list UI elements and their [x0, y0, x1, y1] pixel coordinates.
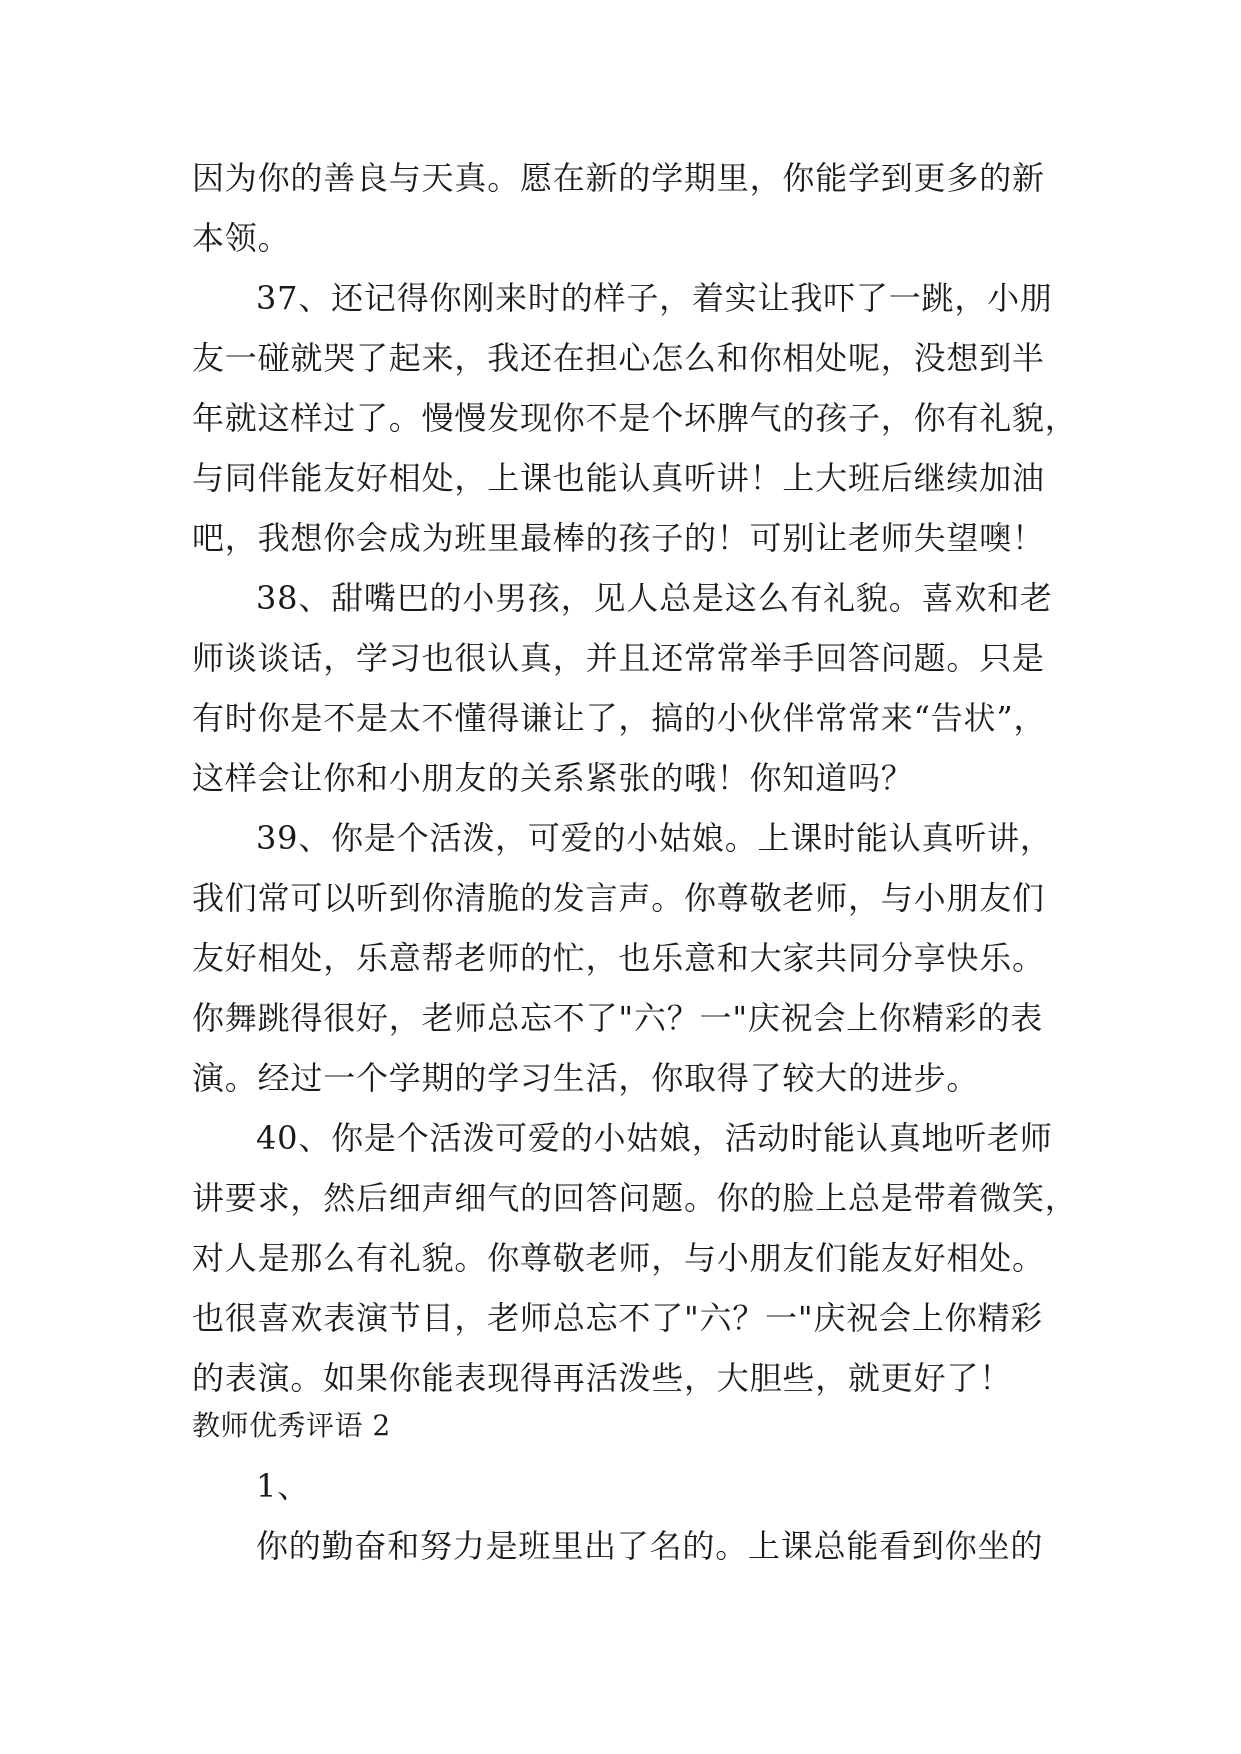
text-line: 我们常可以听到你清脆的发言声。你尊敬老师，与小朋友们 [192, 879, 1045, 917]
paragraph-37 [192, 278, 1078, 558]
text-line: 你的勤奋和努力是班里出了名的。上课总能看到你坐的 [256, 1527, 1044, 1565]
section-heading: 教师优秀评语 2 [192, 1409, 391, 1442]
document-body [192, 158, 1078, 1566]
text-line: 友一碰就哭了起来，我还在担心怎么和你相处呢，没想到半 [192, 339, 1045, 377]
text-line: 40、你是个活泼可爱的小姑娘，活动时能认真地听老师 [256, 1119, 1053, 1157]
text-line: 年就这样过了。慢慢发现你不是个坏脾气的孩子，你有礼貌， [192, 399, 1078, 437]
paragraph-40 [192, 1118, 1078, 1398]
paragraph-36-tail [192, 158, 1052, 258]
text-line: 因为你的善良与天真。愿在新的学期里，你能学到更多的新 [192, 159, 1045, 197]
text-line: 与同伴能友好相处，上课也能认真听讲！上大班后继续加油 [192, 459, 1045, 497]
text-line: 演。经过一个学期的学习生活，你取得了较大的进步。 [192, 1059, 980, 1097]
text-line: 吧，我想你会成为班里最棒的孩子的！可别让老师失望噢！ [192, 519, 1045, 557]
text-line: 师谈谈话，学习也很认真，并且还常常举手回答问题。只是 [192, 639, 1045, 677]
paragraph-38 [192, 578, 1052, 798]
text-line: 有时你是不是太不懂得谦让了，搞的小伙伴常常来“告状”， [192, 699, 1047, 737]
text-line: 的表演。如果你能表现得再活泼些，大胆些，就更好了！ [192, 1359, 1013, 1397]
text-line: 39、你是个活泼，可爱的小姑娘。上课时能认真听讲， [256, 819, 1053, 857]
text-line: 也很喜欢表演节目，老师总忘不了"六？一"庆祝会上你精彩 [192, 1299, 1044, 1337]
text-line: 37、还记得你刚来时的样子，着实让我吓了一跳，小朋 [256, 279, 1053, 317]
item-number: 1、 [256, 1467, 310, 1505]
text-line: 对人是那么有礼貌。你尊敬老师，与小朋友们能友好相处。 [192, 1239, 1045, 1277]
text-line: 38、甜嘴巴的小男孩，见人总是这么有礼貌。喜欢和老 [256, 579, 1053, 617]
text-line: 这样会让你和小朋友的关系紧张的哦！你知道吗？ [192, 759, 914, 797]
text-line: 你舞跳得很好，老师总忘不了"六？一"庆祝会上你精彩的表 [192, 999, 1044, 1037]
text-line: 讲要求，然后细声细气的回答问题。你的脸上总是带着微笑， [192, 1179, 1078, 1217]
text-line: 友好相处，乐意帮老师的忙，也乐意和大家共同分享快乐。 [192, 939, 1045, 977]
text-line: 本领。 [192, 219, 291, 257]
paragraph-39 [192, 818, 1052, 1098]
